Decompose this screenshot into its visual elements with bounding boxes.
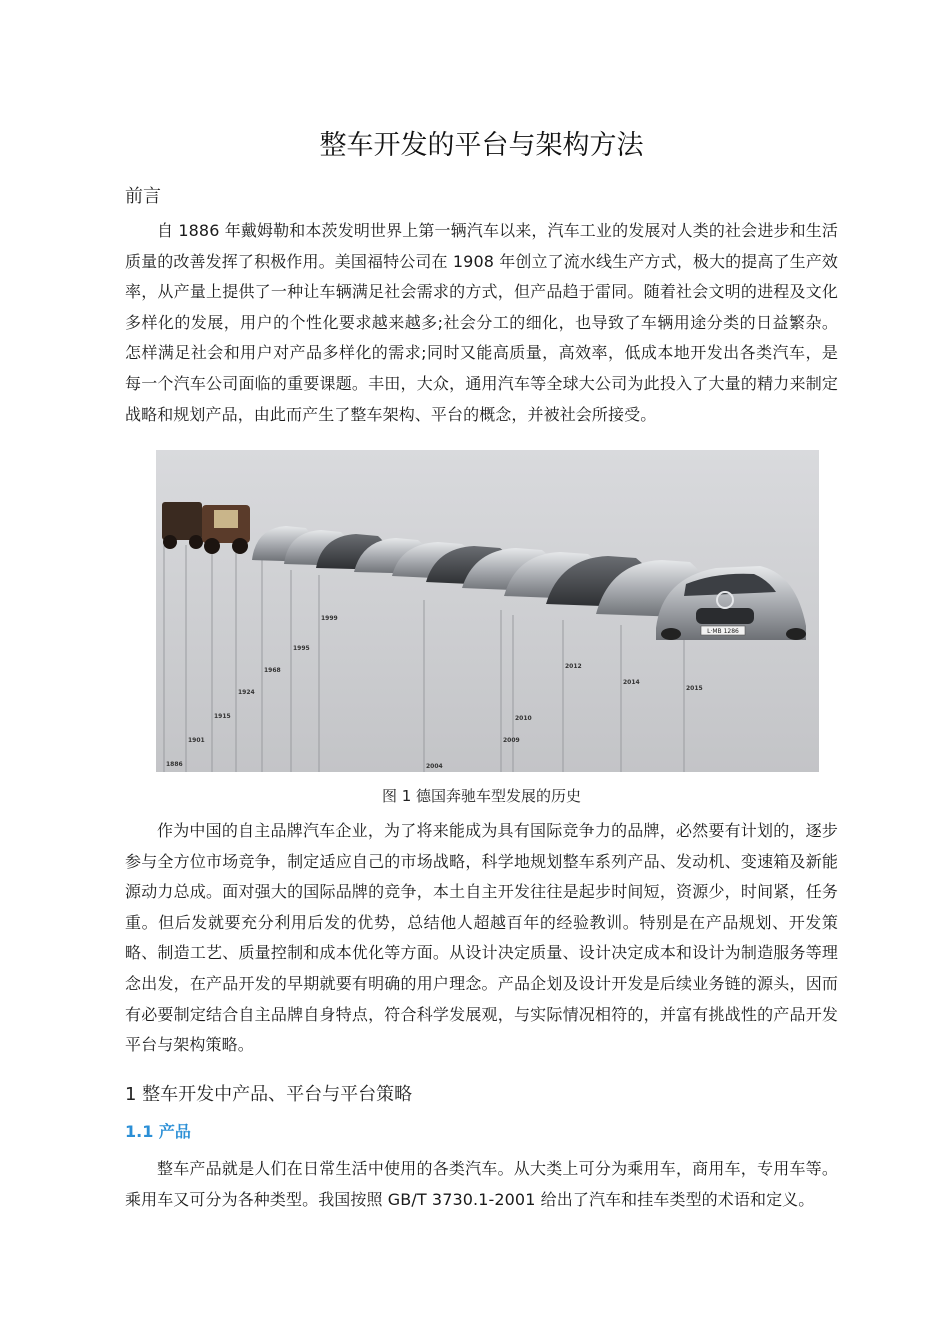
section-heading: 1 整车开发中产品、平台与平台策略 [125, 1084, 413, 1105]
year-label: 1995 [293, 645, 310, 652]
year-label: 1999 [321, 615, 338, 622]
year-label: 2015 [686, 685, 703, 692]
year-label: 1968 [264, 667, 281, 674]
year-label: 2009 [503, 737, 520, 744]
car-lineup-illustration [156, 450, 819, 772]
year-label: 2014 [623, 679, 640, 686]
year-label: 1886 [166, 761, 183, 768]
year-label: 2004 [426, 763, 443, 770]
product-paragraph: 整车产品就是人们在日常生活中使用的各类汽车。从大类上可分为乘用车，商用车，专用车等。乘用车又可分为各种类型。我国按照 GB/T 3730.1-2001 给出了汽车和挂车类型的术语和定义。 [125, 1159, 838, 1209]
figure-caption: 图 1 德国奔驰车型发展的历史 [381, 787, 582, 805]
vintage-cars [162, 502, 250, 554]
intro-paragraph: 自 1886 年戴姆勒和本茨发明世界上第一辆汽车以来，汽车工业的发展对人类的社会进步和生活质量的改善发挥了积极作用。美国福特公司在 1908 年创立了流水线生产方式，极大的提高了生产效率，从产量上提供了一种让车辆满足社会需求的方式，但产品趋于雷同。随着社会文明的进程及文化多样化的发展，用户的个性化要求越来越多;社会分工的细化，也导致了车辆用途分类的日益繁杂。怎样满足社会和用户对产品多样化的需求;同时又能高质量，高效率，低成本地开发出各类汽车，是每一个汽车公司面临的重要课题。丰田，大众，通用汽车等全球大公司为此投入了大量的精力来制定战略和规划产品，由此而产生了整车架构、平台的概念，并被社会所接受。 [125, 221, 838, 424]
mercedes-history-figure [156, 450, 819, 772]
year-label: 2010 [515, 715, 532, 722]
year-label: 1924 [238, 689, 255, 696]
preface-heading: 前言 [125, 186, 161, 207]
year-label: 1915 [214, 713, 231, 720]
strategy-paragraph: 作为中国的自主品牌汽车企业，为了将来能成为具有国际竞争力的品牌，必然要有计划的，逐步参与全方位市场竞争，制定适应自己的市场战略，科学地规划整车系列产品、发动机、变速箱及新能源动力总成。面对强大的国际品牌的竞争，本土自主开发往往是起步时间短，资源少，时间紧，任务重。但后发就要充分利用后发的优势，总结他人超越百年的经验教训。特别是在产品规划、开发策略、制造工艺、质量控制和成本优化等方面。从设计决定质量、设计决定成本和设计为制造服务等理念出发，在产品开发的早期就要有明确的用户理念。产品企划及设计开发是后续业务链的源头，因而有必要制定结合自主品牌自身特点，符合科学发展观，与实际情况相符的，并富有挑战性的产品开发平台与架构策略。 [125, 821, 838, 1055]
year-label: 1901 [188, 737, 205, 744]
subsection-heading: 1.1 产品 [125, 1122, 191, 1141]
document-title: 整车开发的平台与架构方法 [319, 130, 644, 161]
license-plate-text: L·MB 1286 [707, 628, 739, 635]
year-label: 2012 [565, 663, 582, 670]
